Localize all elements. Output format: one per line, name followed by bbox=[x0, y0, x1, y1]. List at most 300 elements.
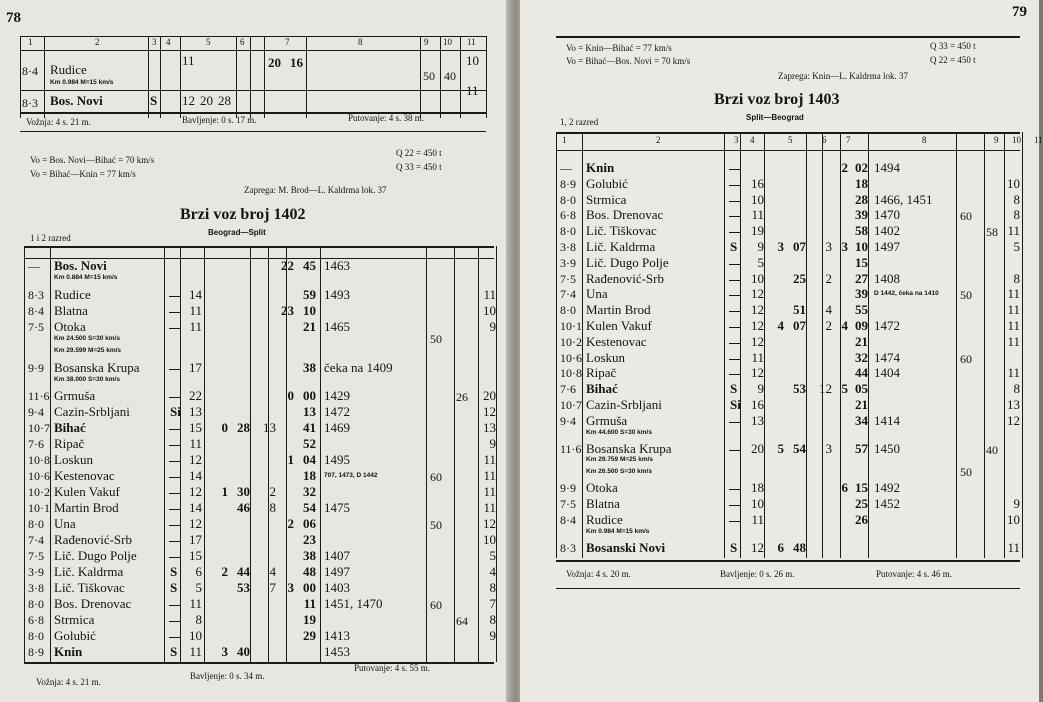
time-cell: 2 bbox=[287, 516, 294, 531]
time-cell: 11 bbox=[189, 436, 202, 451]
speed-cell: 11 bbox=[483, 500, 496, 515]
time-cell: 44 bbox=[855, 365, 868, 381]
time-cell: 21 bbox=[855, 397, 868, 412]
km-cell: 8·0 bbox=[560, 192, 576, 207]
rule bbox=[24, 246, 494, 248]
speed-cell: 8 bbox=[489, 612, 496, 627]
time-cell: 3 bbox=[287, 580, 294, 595]
station-name: Una bbox=[54, 516, 76, 531]
station-name: Bihać bbox=[54, 420, 86, 435]
speed-cell: 8 bbox=[1013, 270, 1020, 286]
dash-mark bbox=[729, 327, 741, 328]
time-cell: 14 bbox=[189, 468, 202, 483]
table-column-rule bbox=[496, 246, 497, 662]
stop-code: S bbox=[150, 93, 158, 108]
time-cell: 34 bbox=[855, 412, 868, 428]
speed-cell: 20 bbox=[483, 388, 496, 403]
station-name: Knin bbox=[586, 160, 615, 175]
column-header: 7 bbox=[846, 135, 851, 145]
dash-mark bbox=[169, 477, 181, 478]
km-cell: 10·6 bbox=[560, 350, 582, 365]
table-column-rule bbox=[478, 246, 479, 662]
table-column-rule bbox=[268, 246, 269, 662]
time-cell: 10 bbox=[855, 239, 868, 254]
km-cell: 8·0 bbox=[28, 517, 44, 531]
station-name: Grmuša bbox=[54, 388, 96, 403]
station-name: Blatna bbox=[54, 302, 88, 318]
time-cell: 2 bbox=[269, 484, 276, 499]
time-cell: 02 bbox=[855, 160, 868, 175]
time-cell: 11 bbox=[751, 349, 764, 365]
time-cell: 12 bbox=[751, 333, 764, 349]
dash-mark bbox=[169, 296, 181, 297]
dash-mark bbox=[169, 605, 181, 606]
load-line: Q 22 = 450 t bbox=[396, 148, 442, 158]
station-name: Otoka bbox=[586, 480, 618, 496]
time-cell: 4 bbox=[841, 318, 848, 333]
speed-cell: 12 bbox=[483, 404, 496, 419]
dash-mark bbox=[729, 311, 741, 312]
table-column-rule bbox=[806, 132, 807, 558]
time-cell: 45 bbox=[303, 258, 316, 273]
class-line: 1, 2 razred bbox=[560, 117, 599, 127]
time-cell: 11 bbox=[751, 207, 764, 223]
time-cell: 48 bbox=[303, 564, 316, 579]
speed-line: Vo = Bos. Novi—Bihać = 70 km/s bbox=[30, 155, 155, 165]
speed-cell: 40 bbox=[444, 69, 456, 83]
time-cell: 6 bbox=[777, 539, 784, 555]
speed-cell: 60 bbox=[430, 470, 442, 484]
column-header: 1 bbox=[28, 37, 33, 47]
time-cell: 11 bbox=[182, 53, 195, 68]
rule bbox=[556, 132, 1020, 134]
crossing-note: 1451, 1470 bbox=[324, 596, 383, 611]
time-cell: 17 bbox=[189, 532, 202, 547]
dash-mark bbox=[169, 461, 181, 462]
dash-mark bbox=[729, 280, 741, 281]
table-column-rule bbox=[486, 36, 487, 118]
table-column-rule bbox=[822, 132, 823, 558]
time-cell: 3 bbox=[777, 239, 784, 254]
station-name: Cazin-Srbljani bbox=[586, 397, 662, 412]
time-cell: 3 bbox=[221, 644, 228, 659]
station-name: Martin Brod bbox=[586, 302, 651, 318]
km-cell: 7·6 bbox=[560, 382, 576, 397]
time-cell: 4 bbox=[269, 564, 276, 579]
km-note: Km 0.984 M=15 km/s bbox=[50, 79, 114, 86]
time-cell: 54 bbox=[303, 500, 316, 515]
speed-cell: 13 bbox=[1007, 397, 1020, 412]
table-column-rule bbox=[20, 36, 21, 118]
time-cell: 1 bbox=[221, 484, 228, 499]
km-cell: 7·5 bbox=[28, 549, 44, 563]
station-name: Rudice bbox=[586, 512, 623, 527]
dash-mark bbox=[169, 397, 181, 398]
time-cell: 39 bbox=[855, 286, 868, 302]
crossing-note: 1469 bbox=[324, 420, 350, 435]
speed-cell: 4 bbox=[489, 564, 496, 579]
km-cell: 9·9 bbox=[560, 481, 576, 496]
speed-cell: 7 bbox=[489, 596, 496, 611]
table-column-rule bbox=[24, 246, 25, 662]
speed-line: Vo = Knin—Bihać = 77 km/s bbox=[566, 43, 672, 53]
speed-cell: 11 bbox=[1007, 223, 1020, 239]
speed-cell: 11 bbox=[1007, 333, 1020, 349]
time-cell: 16 bbox=[751, 175, 764, 191]
column-header: 2 bbox=[95, 37, 100, 47]
km-cell: 8·3 bbox=[560, 540, 576, 555]
speed-cell: 50 bbox=[430, 331, 442, 346]
time-cell: 20 bbox=[751, 440, 764, 456]
speed-cell: 50 bbox=[960, 465, 972, 480]
dash-mark bbox=[169, 637, 181, 638]
km-cell: 8·9 bbox=[560, 176, 576, 191]
km-cell: 8·3 bbox=[22, 96, 38, 110]
column-header: 6 bbox=[822, 135, 827, 145]
dash-mark bbox=[729, 295, 741, 296]
table-column-rule bbox=[764, 132, 765, 558]
table-column-rule bbox=[250, 36, 251, 118]
km-note: Km 38.000 S=30 km/s bbox=[54, 375, 120, 383]
time-cell: 19 bbox=[303, 612, 316, 627]
dash-mark bbox=[729, 216, 741, 217]
speed-cell: 9 bbox=[489, 628, 496, 643]
dash-mark bbox=[169, 621, 181, 622]
time-cell: 5 bbox=[777, 440, 784, 456]
dash-mark bbox=[729, 422, 741, 423]
speed-cell: 11 bbox=[1007, 365, 1020, 381]
stop-code: Si bbox=[170, 404, 181, 419]
table-column-rule bbox=[724, 132, 725, 558]
time-cell: 5 bbox=[195, 580, 202, 595]
station-name: Ripač bbox=[586, 365, 617, 381]
km-cell: 6·8 bbox=[28, 613, 44, 627]
dash-mark bbox=[729, 450, 741, 451]
station-name: Bosanska Krupa bbox=[54, 359, 140, 375]
station-name: Rađenović-Srb bbox=[586, 270, 664, 286]
km-cell: 9·4 bbox=[560, 413, 576, 428]
km-cell: 7·5 bbox=[560, 271, 576, 286]
time-cell: 1 bbox=[287, 452, 294, 467]
km-note: Km 29.599 M=25 km/s bbox=[54, 347, 122, 354]
time-cell: 06 bbox=[303, 516, 316, 531]
station-name: Grmuša bbox=[586, 412, 628, 428]
dash-mark bbox=[729, 359, 741, 360]
speed-cell: 11 bbox=[1007, 302, 1020, 318]
stop-code: S bbox=[170, 644, 178, 659]
time-cell: 12 bbox=[751, 286, 764, 302]
speed-cell: 50 bbox=[423, 69, 435, 83]
station-name: Lič. Tiškovac bbox=[54, 580, 125, 595]
km-cell: 10·7 bbox=[560, 398, 582, 412]
time-cell: 40 bbox=[237, 644, 250, 659]
time-cell: 28 bbox=[237, 420, 250, 435]
time-cell: 11 bbox=[189, 302, 202, 318]
crossing-note: 1404 bbox=[874, 365, 900, 381]
crossing-note: 1472 bbox=[324, 404, 350, 419]
time-cell: 28 bbox=[855, 191, 868, 207]
speed-cell: 60 bbox=[430, 598, 442, 612]
column-header: 8 bbox=[922, 135, 927, 145]
column-header: 2 bbox=[656, 135, 661, 145]
zaprega-line: Zaprega: Knin—L. Kaldrma lok. 37 bbox=[778, 71, 908, 81]
time-cell: 48 bbox=[793, 539, 806, 555]
station-name: Strmica bbox=[586, 191, 627, 207]
crossing-note: 1466, 1451 bbox=[874, 191, 933, 207]
km-cell: 11·6 bbox=[28, 389, 50, 403]
time-cell: 10 bbox=[751, 191, 764, 207]
time-cell: 16 bbox=[751, 397, 764, 412]
station-name: Bos. Novi bbox=[50, 93, 103, 108]
time-cell: 0 bbox=[221, 420, 228, 435]
speed-cell: 8 bbox=[1013, 207, 1020, 223]
time-cell: 12 bbox=[751, 365, 764, 381]
table-column-rule bbox=[582, 132, 583, 558]
time-cell: 44 bbox=[237, 564, 250, 579]
column-header: 8 bbox=[358, 37, 363, 47]
rule bbox=[24, 258, 494, 259]
station-name: Bos. Drenovac bbox=[54, 596, 132, 611]
train-title: Brzi voz broj 1402 bbox=[180, 206, 306, 223]
time-cell: 22 bbox=[281, 258, 294, 273]
dash-mark bbox=[169, 541, 181, 542]
km-cell: 11·6 bbox=[560, 441, 582, 456]
stop-time: Bavljenje: 0 s. 17 m. bbox=[182, 115, 257, 125]
speed-cell: 60 bbox=[960, 209, 972, 224]
table-column-rule bbox=[264, 36, 265, 118]
time-cell: 5 bbox=[757, 254, 764, 270]
crossing-note: 1402 bbox=[874, 223, 900, 239]
speed-cell: 11 bbox=[1007, 318, 1020, 333]
column-header: 4 bbox=[750, 135, 755, 145]
time-cell: 29 bbox=[303, 628, 316, 643]
stop-code: S bbox=[730, 381, 738, 397]
km-cell: 3·9 bbox=[28, 565, 44, 579]
dash-mark bbox=[169, 328, 181, 329]
journey-time: Putovanje: 4 s. 38 m. bbox=[348, 113, 424, 123]
km-cell: 6·8 bbox=[560, 208, 576, 223]
stop-code: Si bbox=[730, 397, 741, 412]
speed-cell: 11 bbox=[483, 286, 496, 302]
speed-cell: 10 bbox=[1007, 512, 1020, 527]
speed-cell: 9 bbox=[489, 436, 496, 451]
time-cell: 25 bbox=[855, 496, 868, 512]
train-title: Brzi voz broj 1403 bbox=[714, 91, 840, 108]
dash-mark bbox=[169, 557, 181, 558]
journey-time: Putovanje: 4 s. 46 m. bbox=[876, 568, 952, 579]
load-line: Q 33 = 450 t bbox=[396, 162, 442, 172]
station-name: Lič. Dugo Polje bbox=[54, 548, 137, 563]
route-line: Beograd—Split bbox=[208, 228, 266, 237]
speed-cell: 50 bbox=[960, 288, 972, 303]
station-name: Bos. Drenovac bbox=[586, 207, 664, 223]
time-cell: 20 bbox=[268, 55, 281, 70]
column-header: 10 bbox=[1012, 135, 1021, 145]
rule bbox=[20, 90, 486, 91]
time-cell: 10 bbox=[751, 270, 764, 286]
km-cell: — bbox=[28, 259, 40, 273]
speed-cell: 8 bbox=[1013, 191, 1020, 207]
time-cell: 5 bbox=[841, 381, 848, 397]
journey-time: Putovanje: 4 s. 55 m. bbox=[354, 663, 430, 673]
time-cell: 04 bbox=[303, 452, 316, 467]
route-line: Split—Beograd bbox=[746, 113, 804, 122]
column-header: 3 bbox=[734, 135, 739, 145]
crossing-note: 1407 bbox=[324, 548, 350, 563]
speed-cell: 11 bbox=[483, 452, 496, 467]
km-cell: 8·0 bbox=[560, 224, 576, 239]
crossing-note: 1492 bbox=[874, 480, 900, 496]
crossing-note: 1463 bbox=[324, 258, 350, 273]
time-cell: 25 bbox=[793, 270, 806, 286]
dash-mark bbox=[169, 525, 181, 526]
dash-mark bbox=[169, 312, 181, 313]
km-cell: 8·9 bbox=[28, 645, 44, 659]
time-cell: 32 bbox=[303, 484, 316, 499]
station-name: Lič. Dugo Polje bbox=[586, 254, 669, 270]
time-cell: 46 bbox=[237, 500, 250, 515]
time-cell: 39 bbox=[855, 207, 868, 223]
table-column-rule bbox=[160, 36, 161, 118]
crossing-note: 707, 1473, D 1442 bbox=[324, 472, 378, 479]
station-name: Kestenovac bbox=[586, 333, 647, 349]
time-cell: 3 bbox=[825, 440, 832, 456]
time-cell: 12 bbox=[189, 484, 202, 499]
km-note: Km 44.600 S=30 km/s bbox=[586, 428, 652, 436]
time-cell: 11 bbox=[189, 318, 202, 334]
time-cell: 12 bbox=[189, 516, 202, 531]
km-cell: — bbox=[560, 161, 572, 175]
time-cell: 55 bbox=[855, 302, 868, 318]
column-header: 1 bbox=[562, 135, 567, 145]
table-column-rule bbox=[440, 36, 441, 118]
time-cell: 2 bbox=[221, 564, 228, 579]
column-header: 7 bbox=[285, 37, 290, 47]
table-column-rule bbox=[740, 132, 741, 558]
crossing-note: 1470 bbox=[874, 207, 900, 223]
dash-mark bbox=[729, 232, 741, 233]
table-column-rule bbox=[556, 132, 557, 558]
time-cell: 18 bbox=[855, 175, 868, 191]
km-cell: 7·5 bbox=[560, 497, 576, 512]
km-cell: 8·4 bbox=[28, 303, 44, 318]
stop-code: S bbox=[170, 580, 178, 595]
crossing-note: čeka na 1409 bbox=[324, 359, 393, 375]
km-cell: 8·0 bbox=[560, 303, 576, 318]
time-cell: 19 bbox=[751, 223, 764, 239]
dash-mark bbox=[729, 343, 741, 344]
time-cell: 23 bbox=[281, 302, 294, 318]
time-cell: 22 bbox=[189, 388, 202, 403]
time-cell: 32 bbox=[855, 349, 868, 365]
dash-mark bbox=[169, 509, 181, 510]
crossing-note: 1474 bbox=[874, 349, 900, 365]
table-column-rule bbox=[50, 246, 51, 662]
table-column-rule bbox=[180, 246, 181, 662]
time-cell: 12 bbox=[751, 302, 764, 318]
table-column-rule bbox=[148, 36, 149, 118]
time-cell: 2 bbox=[841, 160, 848, 175]
crossing-note: D 1442, čeka na 1410 bbox=[874, 290, 939, 298]
crossing-note: 1475 bbox=[324, 500, 350, 515]
km-cell: 10·8 bbox=[560, 366, 582, 381]
time-cell: 3 bbox=[841, 239, 848, 254]
km-cell: 8·4 bbox=[22, 64, 38, 78]
rule bbox=[556, 150, 1020, 151]
km-cell: 10·1 bbox=[28, 501, 50, 515]
crossing-note: 1413 bbox=[324, 628, 350, 643]
column-header: 6 bbox=[240, 37, 245, 47]
travel-time: Vožnja: 4 s. 21 m. bbox=[26, 117, 91, 127]
time-cell: 38 bbox=[303, 359, 316, 375]
column-header: 10 bbox=[443, 37, 452, 47]
speed-cell: 11 bbox=[1007, 539, 1020, 555]
speed-cell: 10 bbox=[483, 532, 496, 547]
time-cell: 20 bbox=[200, 93, 213, 108]
speed-cell: 5 bbox=[489, 548, 496, 563]
km-cell: 3·8 bbox=[28, 581, 44, 595]
time-cell: 15 bbox=[855, 480, 868, 496]
km-note: Km 26.500 S=30 km/s bbox=[586, 468, 652, 476]
station-name: Loskun bbox=[54, 452, 93, 467]
crossing-note: 1465 bbox=[324, 318, 350, 334]
km-cell: 7·5 bbox=[28, 319, 44, 334]
km-cell: 8·0 bbox=[28, 629, 44, 643]
speed-cell: 10 bbox=[466, 53, 479, 68]
time-cell: 6 bbox=[195, 564, 202, 579]
stop-code: S bbox=[730, 239, 738, 254]
column-header: 11 bbox=[1034, 135, 1043, 145]
dash-mark bbox=[729, 505, 741, 506]
station-name: Bihać bbox=[586, 381, 618, 397]
time-cell: 13 bbox=[263, 420, 276, 435]
page-number: 79 bbox=[1012, 4, 1027, 20]
dash-mark bbox=[169, 493, 181, 494]
column-header: 5 bbox=[206, 37, 211, 47]
station-name: Una bbox=[586, 286, 608, 302]
time-cell: 10 bbox=[751, 496, 764, 512]
class-line: 1 i 2 razred bbox=[30, 233, 71, 243]
time-cell: 14 bbox=[189, 500, 202, 515]
time-cell: 21 bbox=[855, 333, 868, 349]
column-header: 9 bbox=[424, 37, 429, 47]
time-cell: 18 bbox=[303, 468, 316, 483]
rule bbox=[20, 131, 486, 132]
time-cell: 17 bbox=[189, 359, 202, 375]
time-cell: 4 bbox=[777, 318, 784, 333]
table-column-rule bbox=[320, 246, 321, 662]
time-cell: 9 bbox=[757, 239, 764, 254]
dash-mark bbox=[729, 185, 741, 186]
table-column-rule bbox=[956, 132, 957, 558]
crossing-note: 1497 bbox=[874, 239, 900, 254]
table-column-rule bbox=[180, 36, 181, 118]
dash-mark bbox=[169, 369, 181, 370]
speed-cell: 5 bbox=[1013, 239, 1020, 254]
time-cell: 12 bbox=[189, 452, 202, 467]
time-cell: 14 bbox=[189, 286, 202, 302]
time-cell: 05 bbox=[855, 381, 868, 397]
time-cell: 13 bbox=[751, 412, 764, 428]
time-cell: 11 bbox=[751, 512, 764, 527]
station-name: Cazin-Srbljani bbox=[54, 404, 130, 419]
load-line: Q 22 = 450 t bbox=[930, 55, 976, 65]
speed-cell: 9 bbox=[1013, 496, 1020, 512]
travel-time: Vožnja: 4 s. 21 m. bbox=[36, 677, 101, 687]
km-note: Km 0.884 M=15 km/s bbox=[54, 274, 118, 281]
km-cell: 7·4 bbox=[28, 533, 44, 547]
time-cell: 11 bbox=[303, 596, 316, 611]
